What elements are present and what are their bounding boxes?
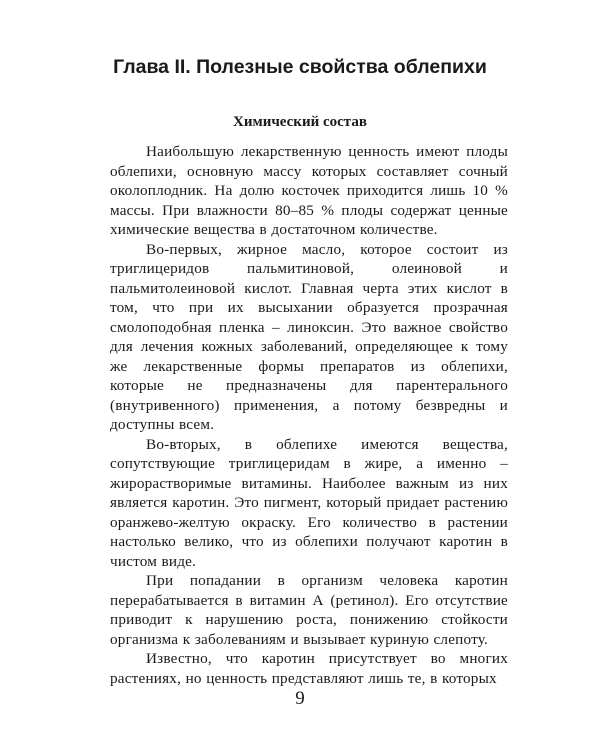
body-text: [110, 142, 508, 688]
paragraph: При попадании в организм человека каротин перерабатывается в витамин А (ретинол). Его отсутствие приводит к нарушению роста, понижению стойкости организма к заболеваниям и вызывает куриную слепоту.: [110, 572, 508, 648]
paragraph: Во-первых, жирное масло, которое состоит из триглицеридов пальмитиновой, олеиновой и пальмитолеиновой кислот. Главная черта этих кислот в том, что при их высыхании образуется прозрачная смолоподобная пленка – линоксин. Это важное свойство для лечения кожных заболеваний, определяющее к тому же лекарственные формы препаратов из облепихи, которые не предназначены для парентерального (внутривенного) применения, а потому безвредны и доступны всем.: [110, 240, 508, 433]
paragraph: Известно, что каротин присутствует во многих растениях, но ценность представляют лишь те, в которых: [110, 650, 508, 687]
paragraph: Наибольшую лекарственную ценность имеют плоды облепихи, основную массу которых составляет сочный околоплодник. На долю косточек приходится лишь 10 % массы. При влажности 80–85 % плоды содержат ценные химические вещества в достаточном количестве.: [110, 143, 508, 238]
paragraph: Во-вторых, в облепихе имеются вещества, сопутствующие триглицеридам в жире, а именно – жирорастворимые витамины. Наиболее важным из них является каротин. Это пигмент, который придает растению оранжево-желтую окраску. Его количество в растении настолько велико, что из облепихи получают каротин в чистом виде.: [110, 435, 508, 570]
section-title: Химический состав: [233, 114, 367, 130]
chapter-title: Глава II. Полезные свойства облепихи: [113, 56, 487, 78]
page-number: 9: [295, 688, 305, 709]
